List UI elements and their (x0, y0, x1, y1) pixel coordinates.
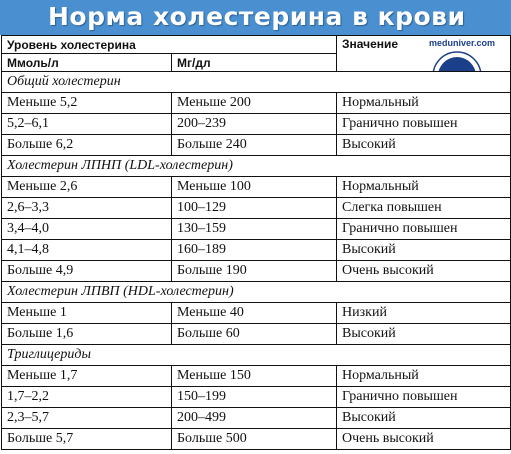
cell-mmol: 1,7–2,2 (2, 387, 172, 408)
cell-meaning: Гранично повышен (337, 387, 511, 408)
cell-meaning: Высокий (337, 324, 511, 345)
table-row (2, 429, 511, 450)
table-row (2, 303, 511, 324)
table-row (2, 324, 511, 345)
cell-mmol: 5,2–6,1 (2, 114, 172, 135)
cell-mmol: Меньше 2,6 (2, 177, 172, 198)
logo-site-text: meduniver.com (429, 38, 496, 48)
header-mgdl: Мг/дл (172, 54, 337, 72)
section-title: Холестерин ЛПВП (HDL-холестерин) (2, 282, 511, 303)
section-row (2, 156, 511, 177)
cell-mmol: Меньше 5,2 (2, 93, 172, 114)
cell-meaning: Очень высокий (337, 429, 511, 450)
section-title: Общий холестерин (2, 72, 511, 93)
header-meaning-cell (337, 36, 511, 72)
header-level: Уровень холестерина (2, 36, 337, 54)
cell-mmol: 4,1–4,8 (2, 240, 172, 261)
cell-mgdl: Меньше 150 (172, 366, 337, 387)
cell-mgdl: Меньше 200 (172, 93, 337, 114)
title-banner (0, 0, 511, 35)
table-row (2, 387, 511, 408)
cell-mgdl: 130–159 (172, 219, 337, 240)
cell-mmol: Больше 1,6 (2, 324, 172, 345)
cell-mgdl: 160–189 (172, 240, 337, 261)
cell-meaning: Гранично повышен (337, 114, 511, 135)
header-row-level (2, 36, 511, 54)
cell-mgdl: Меньше 100 (172, 177, 337, 198)
table-row (2, 114, 511, 135)
cell-mmol: Меньше 1,7 (2, 366, 172, 387)
section-row (2, 345, 511, 366)
section-title: Холестерин ЛПНП (LDL-холестерин) (2, 156, 511, 177)
table-row (2, 261, 511, 282)
cell-mgdl: 150–199 (172, 387, 337, 408)
table-row (2, 177, 511, 198)
table-row (2, 219, 511, 240)
section-title: Триглицериды (2, 345, 511, 366)
page-title: Норма холестерина в крови (48, 2, 466, 31)
cell-mgdl: Больше 500 (172, 429, 337, 450)
header-mmol: Ммоль/л (2, 54, 172, 72)
table-row (2, 135, 511, 156)
cell-mgdl: 200–239 (172, 114, 337, 135)
cell-mmol: Меньше 1 (2, 303, 172, 324)
table-row (2, 240, 511, 261)
cell-meaning: Нормальный (337, 366, 511, 387)
cell-mgdl: Больше 60 (172, 324, 337, 345)
cell-mmol: 3,4–4,0 (2, 219, 172, 240)
table-body (2, 36, 511, 450)
cell-meaning: Высокий (337, 240, 511, 261)
cell-mmol: 2,3–5,7 (2, 408, 172, 429)
cell-meaning: Очень высокий (337, 261, 511, 282)
cell-mmol: Больше 5,7 (2, 429, 172, 450)
cell-meaning: Нормальный (337, 177, 511, 198)
table-row (2, 198, 511, 219)
cell-meaning: Высокий (337, 135, 511, 156)
cell-mgdl: Меньше 40 (172, 303, 337, 324)
cell-mgdl: Больше 240 (172, 135, 337, 156)
section-row (2, 72, 511, 93)
table-row (2, 93, 511, 114)
cell-mmol: Больше 4,9 (2, 261, 172, 282)
cell-meaning: Гранично повышен (337, 219, 511, 240)
cell-meaning: Высокий (337, 408, 511, 429)
cell-meaning: Нормальный (337, 93, 511, 114)
cell-mgdl: 100–129 (172, 198, 337, 219)
cell-mgdl: 200–499 (172, 408, 337, 429)
section-row (2, 282, 511, 303)
table-row (2, 408, 511, 429)
cell-mgdl: Больше 190 (172, 261, 337, 282)
cell-meaning: Слегка повышен (337, 198, 511, 219)
header-meaning: Значение (342, 37, 399, 51)
meduniver-logo-icon (431, 50, 487, 72)
cell-mmol: Больше 6,2 (2, 135, 172, 156)
table-row (2, 366, 511, 387)
cell-meaning: Низкий (337, 303, 511, 324)
cell-mmol: 2,6–3,3 (2, 198, 172, 219)
cholesterol-table (1, 35, 511, 450)
